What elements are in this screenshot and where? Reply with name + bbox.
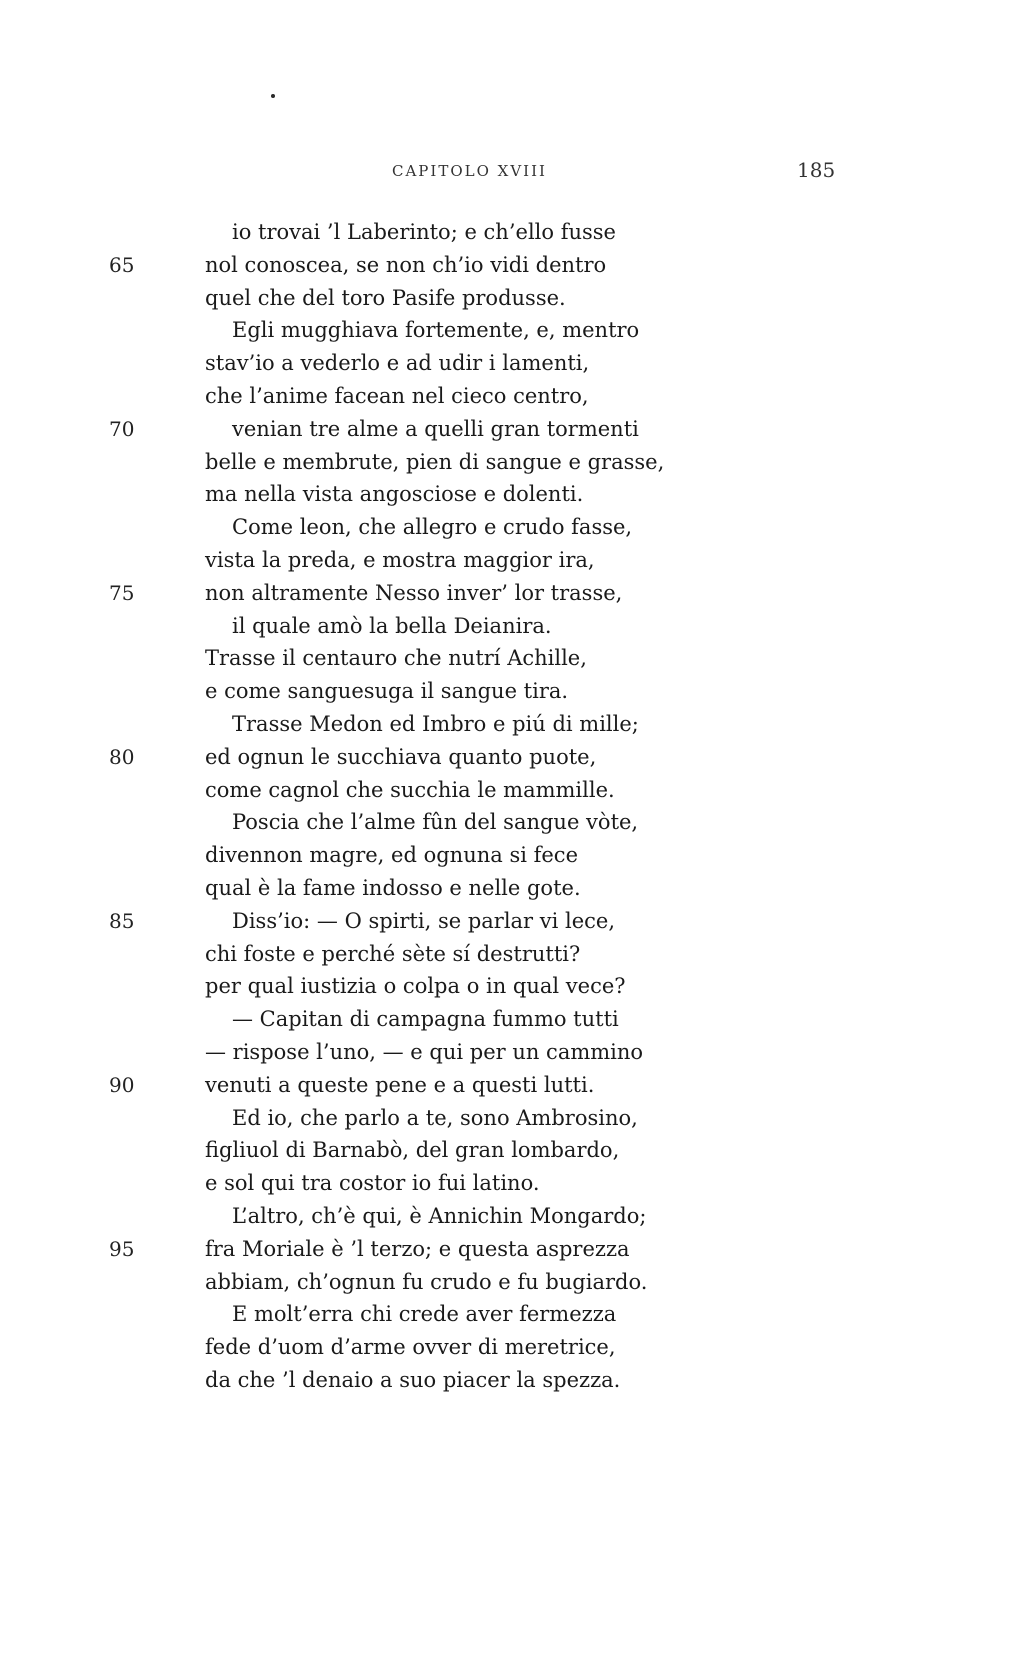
verse-line — [0, 1233, 1034, 1266]
running-title: CAPITOLO XVIII — [392, 162, 547, 180]
verse-text: come cagnol che succhia le mammille. — [205, 777, 615, 802]
verse-line — [0, 347, 1034, 380]
verse-text: chi foste e perché sète sí destrutti? — [205, 941, 581, 966]
verse-text: figliuol di Barnabò, del gran lombardo, — [205, 1138, 620, 1163]
verse-line — [0, 1298, 1034, 1331]
line-number: 70 — [109, 416, 135, 441]
verse-text: per qual iustizia o colpa o in qual vece? — [205, 974, 626, 999]
verse-text: abbiam, ch’ognun fu crudo e fu bugiardo. — [205, 1269, 648, 1294]
line-number: 75 — [109, 580, 135, 605]
verse-text: ma nella vista angosciose e dolenti. — [205, 482, 584, 507]
verse-line — [0, 1364, 1034, 1397]
line-number: 85 — [109, 908, 135, 933]
verse-text: Ed io, che parlo a te, sono Ambrosino, — [232, 1105, 638, 1130]
verse-line — [0, 1331, 1034, 1364]
verse-line — [0, 544, 1034, 577]
page-number: 185 — [797, 158, 836, 182]
verse-text: stav’io a vederlo e ad udir i lamenti, — [205, 351, 590, 376]
verse-line — [0, 741, 1034, 774]
verse-line — [0, 478, 1034, 511]
verse-line — [0, 774, 1034, 807]
line-number: 95 — [109, 1236, 135, 1261]
verse-text: belle e membrute, pien di sangue e grasse, — [205, 449, 665, 474]
verse-text: e come sanguesuga il sangue tira. — [205, 679, 569, 704]
verse-line — [0, 806, 1034, 839]
verse-text: Diss’io: — O spirti, se parlar vi lece, — [232, 908, 616, 933]
verse-text: il quale amò la bella Deianira. — [232, 613, 552, 638]
verse-line — [0, 1266, 1034, 1299]
verse-text: io trovai ’l Laberinto; e ch’ello fusse — [232, 220, 616, 244]
line-number: 80 — [109, 744, 135, 769]
verse-line — [0, 938, 1034, 971]
verse-line — [0, 249, 1034, 282]
verse-text: divennon magre, ed ognuna si fece — [205, 843, 578, 868]
verse-line — [0, 675, 1034, 708]
verse-text: L’altro, ch’è qui, è Annichin Mongardo; — [232, 1203, 647, 1228]
verse-text: Egli mugghiava fortemente, e, mentro — [232, 318, 640, 343]
verse-text: quel che del toro Pasife produsse. — [205, 285, 566, 310]
verse-text: fede d’uom d’arme ovver di meretrice, — [205, 1335, 616, 1360]
verse-text: — Capitan di campagna fummo tutti — [232, 1007, 619, 1032]
verse-text: vista la preda, e mostra maggior ira, — [205, 547, 595, 572]
verse-text: venian tre alme a quelli gran tormenti — [232, 416, 639, 441]
verse-line — [0, 708, 1034, 741]
verse-text: Trasse Medon ed Imbro e piú di mille; — [232, 711, 639, 736]
verse-text: Trasse il centauro che nutrí Achille, — [205, 646, 587, 671]
verse-text: nol conoscea, se non ch’io vidi dentro — [205, 252, 607, 277]
verse-line — [0, 282, 1034, 315]
poem-body — [0, 216, 1034, 1397]
verse-text: che l’anime facean nel cieco centro, — [205, 383, 589, 408]
verse-line — [0, 511, 1034, 544]
verse-text: venuti a queste pene e a questi lutti. — [205, 1072, 595, 1097]
verse-line — [0, 1134, 1034, 1167]
verse-line — [0, 610, 1034, 643]
running-head — [0, 158, 1034, 186]
verse-line — [0, 413, 1034, 446]
verse-text: qual è la fame indosso e nelle gote. — [205, 875, 581, 900]
verse-text: — rispose l’uno, — e qui per un cammino — [205, 1039, 644, 1064]
verse-line — [0, 970, 1034, 1003]
verse-line — [0, 1003, 1034, 1036]
verse-line — [0, 380, 1034, 413]
verse-text: E molt’erra chi crede aver fermezza — [232, 1302, 617, 1327]
verse-line — [0, 577, 1034, 610]
verse-text: fra Moriale è ’l terzo; e questa asprezza — [205, 1236, 630, 1261]
verse-line — [0, 1036, 1034, 1069]
ink-speck — [271, 94, 275, 98]
verse-line — [0, 905, 1034, 938]
verse-line — [0, 1102, 1034, 1135]
verse-text: da che ’l denaio a suo piacer la spezza. — [205, 1367, 621, 1392]
verse-text: ed ognun le succhiava quanto puote, — [205, 744, 597, 769]
verse-line — [0, 839, 1034, 872]
line-number: 90 — [109, 1072, 135, 1097]
verse-line — [0, 314, 1034, 347]
verse-text: Poscia che l’alme fûn del sangue vòte, — [232, 810, 639, 835]
verse-line — [0, 446, 1034, 479]
line-number: 65 — [109, 252, 135, 277]
verse-line — [0, 1167, 1034, 1200]
verse-line — [0, 1069, 1034, 1102]
verse-line — [0, 1200, 1034, 1233]
verse-line — [0, 872, 1034, 905]
verse-text: Come leon, che allegro e crudo fasse, — [232, 515, 633, 540]
verse-line — [0, 216, 1034, 249]
verse-text: e sol qui tra costor io fui latino. — [205, 1171, 540, 1196]
verse-line — [0, 642, 1034, 675]
verse-text: non altramente Nesso inver’ lor trasse, — [205, 580, 623, 605]
